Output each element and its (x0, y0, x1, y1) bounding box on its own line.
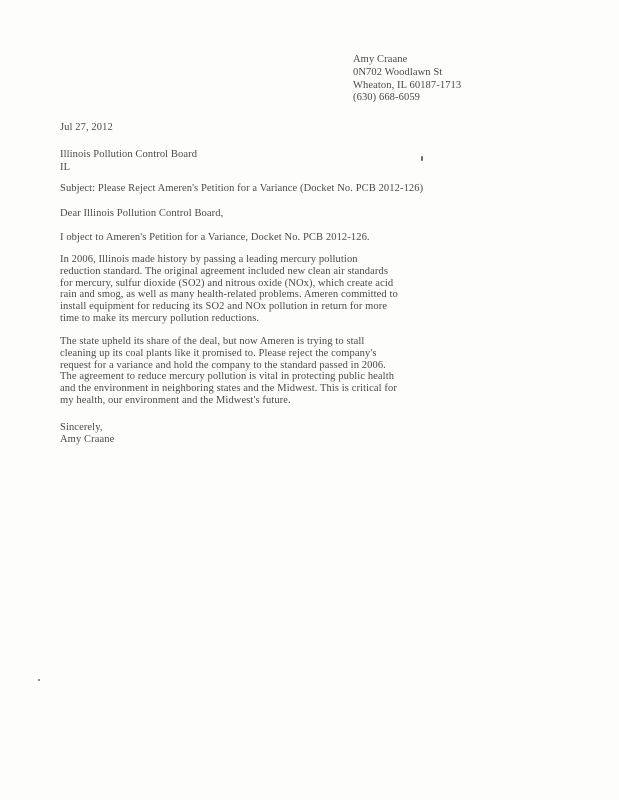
opening-statement: I object to Ameren's Petition for a Variance, Docket No. PCB 2012-126. (60, 232, 370, 243)
recipient-name: Illinois Pollution Control Board (60, 149, 198, 160)
subject-line: Subject: Please Reject Ameren's Petition for a Variance (Docket No. PCB 2012-126) (60, 183, 424, 194)
body-paragraph: The state upheld its share of the deal, but now Ameren is trying to stall cleaning up its coal plants like it promised to. Please reject the company's request for a variance and hold the company to the standard passed in 2006. The agreement to reduce mercury pollution is vital in protecting public health and the environment in neighboring states and the Midwest. This is critical for my health, our environment and the Midwest's future. (60, 336, 397, 406)
body-paragraph: In 2006, Illinois made history by passing a leading mercury pollution reduction standard. The original agreement included new clean air standards for mercury, sulfur dioxide (SO2) and nitrous oxide (NOx), which create acid rain and smog, as well as many health-related problems. Ameren committed to install equipment for reducing its SO2 and NOx pollution in return for more time to make its mercury pollution reductions. (60, 254, 398, 324)
sender-phone: (630) 668-6059 (353, 92, 421, 104)
scan-artifact-mark (421, 156, 423, 161)
sender-city: Wheaton, IL 60187-1713 (353, 79, 462, 91)
sender-address-block (353, 54, 533, 105)
signature-name: Amy Craane (60, 434, 115, 445)
sender-name: Amy Craane (353, 54, 408, 65)
salutation: Dear Illinois Pollution Control Board, (60, 208, 224, 219)
letter-date: Jul 27, 2012 (60, 122, 113, 133)
sender-street: 0N702 Woodlawn St (353, 66, 443, 78)
scan-artifact-dot (38, 679, 40, 681)
closing: Sincerely, (60, 422, 103, 433)
recipient-address-block (60, 149, 360, 175)
recipient-state: IL (60, 161, 71, 173)
